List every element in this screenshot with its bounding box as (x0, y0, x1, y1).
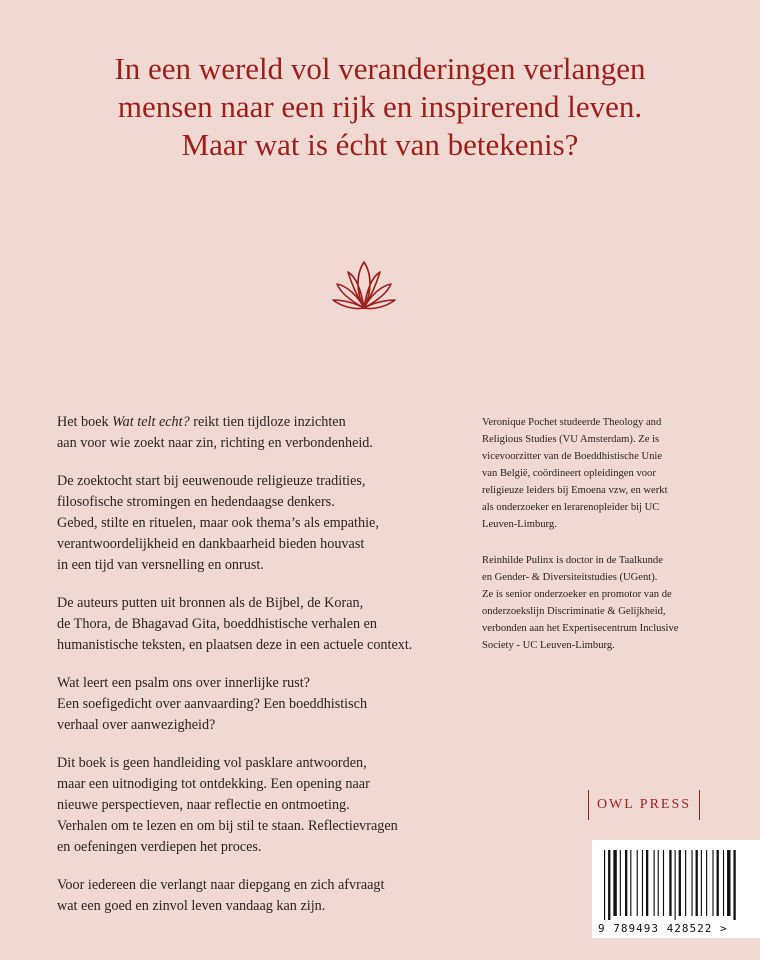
barcode-bar (679, 850, 681, 916)
text-line: Leuven-Limburg. (482, 519, 557, 530)
publisher-logo (588, 790, 700, 820)
text-line: en oefeningen verdiepen het proces. (57, 839, 262, 855)
barcode-bar (604, 850, 605, 920)
text-line: aan voor wie zoekt naar zin, richting en verbondenheid. (57, 435, 373, 451)
text-line: en Gender- & Diversiteitstudies (UGent). (482, 572, 658, 583)
isbn-number: 9 789493 428522 > (598, 922, 728, 935)
text-line: Society - UC Leuven-Limburg. (482, 640, 615, 651)
text-line: onderzoekslijn Discriminatie & Gelijkheid, (482, 606, 666, 617)
text-line: verhaal over aanwezigheid? (57, 717, 216, 733)
lotus-icon (331, 258, 397, 314)
text-line: Veronique Pochet studeerde Theology and (482, 417, 662, 428)
barcode-bar (658, 850, 659, 916)
paragraph-audience (57, 875, 462, 917)
barcode-bar (642, 850, 643, 916)
text-line: De auteurs putten uit bronnen als de Bijbel, de Koran, (57, 595, 364, 611)
barcode-bar (696, 850, 698, 916)
headline-line: mensen naar een rijk en inspirerend leven. (117, 89, 643, 124)
text-line: filosofische stromingen en hedendaagse denkers. (57, 494, 335, 510)
text-line: maar een uitnodiging tot ontdekking. Een opening naar (57, 776, 370, 792)
paragraph-search (57, 471, 462, 576)
text-line: Verhalen om te lezen en om bij stil te staan. Reflectievragen (57, 818, 398, 834)
text-fragment: Het boek (57, 414, 113, 430)
barcode-bar (723, 850, 724, 916)
text-line: humanistische teksten, en plaatsen deze in een actuele context. (57, 637, 413, 653)
text-line: wat een goed en zinvol leven vandaag kan zijn. (57, 898, 326, 914)
barcode-bar (630, 850, 631, 916)
barcode-bar (717, 850, 719, 916)
barcode-bar (733, 850, 735, 920)
text-line: verantwoordelijkheid en dankbaarheid bieden houvast (57, 536, 365, 552)
barcode-bar (663, 850, 664, 916)
paragraph-sources (57, 593, 462, 656)
barcode-bar (706, 850, 707, 916)
barcode-bar (637, 850, 638, 916)
barcode (592, 840, 760, 938)
text-line: Wat leert een psalm ons over innerlijke rust? (57, 675, 310, 691)
headline-line: Maar wat is écht van betekenis? (181, 127, 579, 162)
text-line: de Thora, de Bhagavad Gita, boeddhistische verhalen en (57, 616, 378, 632)
author-bio-pulinx (482, 552, 712, 654)
headline-line: In een wereld vol veranderingen verlangen (114, 51, 646, 86)
text-line: nieuwe perspectieven, naar reflectie en ontmoeting. (57, 797, 350, 813)
author-bios (482, 414, 712, 673)
text-line: vicevoorzitter van de Boeddhistische Unie (482, 451, 663, 462)
text-line: Dit boek is geen handleiding vol pasklare antwoorden, (57, 755, 367, 771)
barcode-bar (691, 850, 692, 916)
text-line: Religious Studies (VU Amsterdam). Ze is (482, 434, 660, 445)
barcode-bar (646, 850, 648, 916)
text-line: van België, coördineert opleidingen voor (482, 468, 656, 479)
barcode-bar (712, 850, 713, 916)
paragraph-intro (57, 412, 462, 454)
text-line (57, 412, 462, 433)
text-line: De zoektocht start bij eeuwenoude religieuze tradities, (57, 473, 366, 489)
text-line: verbonden aan het Expertisecentrum Inclusive (482, 623, 679, 634)
paragraph-purpose (57, 753, 462, 858)
barcode-bar (613, 850, 616, 916)
text-line: religieuze leiders bij Emoena vzw, en werkt (482, 485, 668, 496)
barcode-bar (625, 850, 627, 916)
barcode-bar (685, 850, 686, 916)
barcode-bars (602, 850, 750, 920)
barcode-bar (675, 850, 676, 920)
text-line: Voor iedereen die verlangt naar diepgang en zich afvraagt (57, 877, 385, 893)
text-line: Ze is senior onderzoeker en promotor van de (482, 589, 672, 600)
headline (30, 50, 730, 164)
barcode-bar (727, 850, 730, 916)
barcode-bar (654, 850, 655, 916)
text-line: als onderzoeker en lerarenopleider bij UC (482, 502, 660, 513)
barcode-bar (620, 850, 621, 916)
barcode-bar (669, 850, 671, 916)
publisher-name: OWL PRESS (596, 797, 692, 812)
book-title: Wat telt echt? (112, 414, 190, 430)
text-line: Gebed, stilte en rituelen, maar ook thema’s als empathie, (57, 515, 379, 531)
description-column (57, 412, 462, 934)
text-line: Een soefigedicht over aanvaarding? Een boeddhistisch (57, 696, 368, 712)
barcode-bar (608, 850, 610, 920)
text-line: Reinhilde Pulinx is doctor in de Taalkunde (482, 555, 663, 566)
barcode-bar (701, 850, 702, 916)
text-fragment: reikt tien tijdloze inzichten (189, 414, 346, 430)
paragraph-questions (57, 673, 462, 736)
text-line: in een tijd van versnelling en onrust. (57, 557, 264, 573)
author-bio-pochet (482, 414, 712, 533)
